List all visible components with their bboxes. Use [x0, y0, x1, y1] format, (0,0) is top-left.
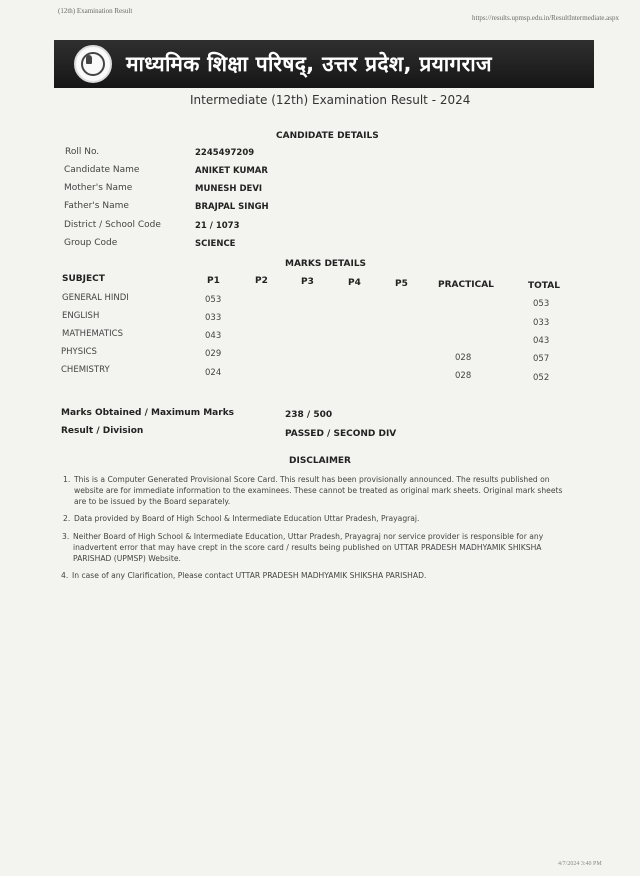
table-row-practical: 028	[455, 371, 472, 381]
list-item-number: 3.	[62, 532, 70, 541]
table-row-total: 043	[533, 336, 550, 346]
list-item	[63, 474, 574, 507]
father-name-value: BRAJPAL SINGH	[195, 202, 269, 212]
print-timestamp: 4/7/2024 3:40 PM	[558, 861, 602, 867]
table-row-practical: 028	[455, 353, 472, 363]
table-row-total: 057	[533, 354, 550, 364]
candidate-name-value: ANIKET KUMAR	[195, 166, 268, 176]
table-row-subject: GENERAL HINDI	[62, 293, 129, 303]
col-subject: SUBJECT	[62, 274, 105, 284]
table-row-p1: 043	[205, 331, 222, 341]
table-row-subject: ENGLISH	[62, 311, 100, 321]
board-name: माध्यमिक शिक्षा परिषद्, उत्तर प्रदेश, प्रयागराज	[126, 52, 492, 76]
exam-title: Intermediate (12th) Examination Result - 2024	[190, 93, 471, 107]
col-p4: P4	[348, 278, 361, 288]
list-item-text: In case of any Clarification, Please contact UTTAR PRADESH MADHYAMIK SHIKSHA PARISHAD.	[72, 571, 427, 580]
board-banner	[54, 40, 594, 88]
list-item-text: This is a Computer Generated Provisional Score Card. This result has been provisionally announced. The results published on website are for immediate information to the examinees. These cannot be treated as original mark sheets. Original mark sheets are to be issued by the Board separately.	[74, 475, 563, 506]
table-row-total: 052	[533, 373, 550, 383]
marks-obtained-value: 238 / 500	[285, 410, 333, 420]
list-item	[62, 531, 575, 564]
table-row-p1: 053	[205, 295, 222, 305]
result-division-value: PASSED / SECOND DIV	[285, 429, 397, 439]
candidate-name-label: Candidate Name	[64, 165, 140, 175]
list-item	[63, 513, 574, 524]
list-item-number: 4.	[61, 571, 69, 580]
print-url: https://results.upmsp.edu.in/ResultIntermediate.aspx	[472, 14, 619, 22]
group-code-label: Group Code	[64, 238, 118, 248]
col-p5: P5	[395, 279, 408, 289]
roll-no-value: 2245497209	[195, 148, 255, 158]
school-code-label: District / School Code	[64, 220, 161, 230]
group-code-value: SCIENCE	[195, 239, 236, 249]
col-p3: P3	[301, 277, 314, 287]
table-row-subject: MATHEMATICS	[62, 329, 123, 339]
list-item	[61, 570, 572, 581]
result-division-label: Result / Division	[61, 426, 144, 436]
candidate-details-heading: CANDIDATE DETAILS	[276, 131, 379, 141]
col-practical: PRACTICAL	[438, 280, 494, 290]
table-row-total: 033	[533, 318, 550, 328]
roll-no-label: Roll No.	[65, 147, 100, 157]
col-p1: P1	[207, 276, 220, 286]
disclaimer-heading: DISCLAIMER	[289, 456, 351, 466]
list-item-number: 1.	[63, 475, 71, 484]
col-p2: P2	[255, 276, 268, 286]
print-tab-title: (12th) Examination Result	[58, 7, 133, 15]
mother-name-label: Mother's Name	[64, 183, 133, 193]
marks-obtained-label: Marks Obtained / Maximum Marks	[61, 408, 235, 418]
table-row-p1: 029	[205, 349, 222, 359]
school-code-value: 21 / 1073	[195, 221, 240, 231]
col-total: TOTAL	[528, 281, 560, 291]
table-row-subject: CHEMISTRY	[61, 365, 110, 375]
list-item-number: 2.	[63, 514, 71, 523]
upmsp-logo	[74, 45, 112, 83]
table-row-total: 053	[533, 299, 550, 309]
table-row-subject: PHYSICS	[61, 347, 97, 357]
list-item-text: Data provided by Board of High School & Intermediate Education Uttar Pradesh, Prayagraj.	[74, 514, 420, 523]
table-row-p1: 033	[205, 313, 222, 323]
table-row-p1: 024	[205, 368, 222, 378]
mother-name-value: MUNESH DEVI	[195, 184, 263, 194]
list-item-text: Neither Board of High School & Intermediate Education, Uttar Pradesh, Prayagraj nor service provider is responsible for any inadvertent error that may have crept in the score card / results being published on UTTAR PRADESH MADHYAMIK SHIKSHA PARISHAD (UPMSP) Website.	[73, 532, 544, 563]
father-name-label: Father's Name	[64, 201, 129, 211]
marks-details-heading: MARKS DETAILS	[285, 259, 367, 269]
